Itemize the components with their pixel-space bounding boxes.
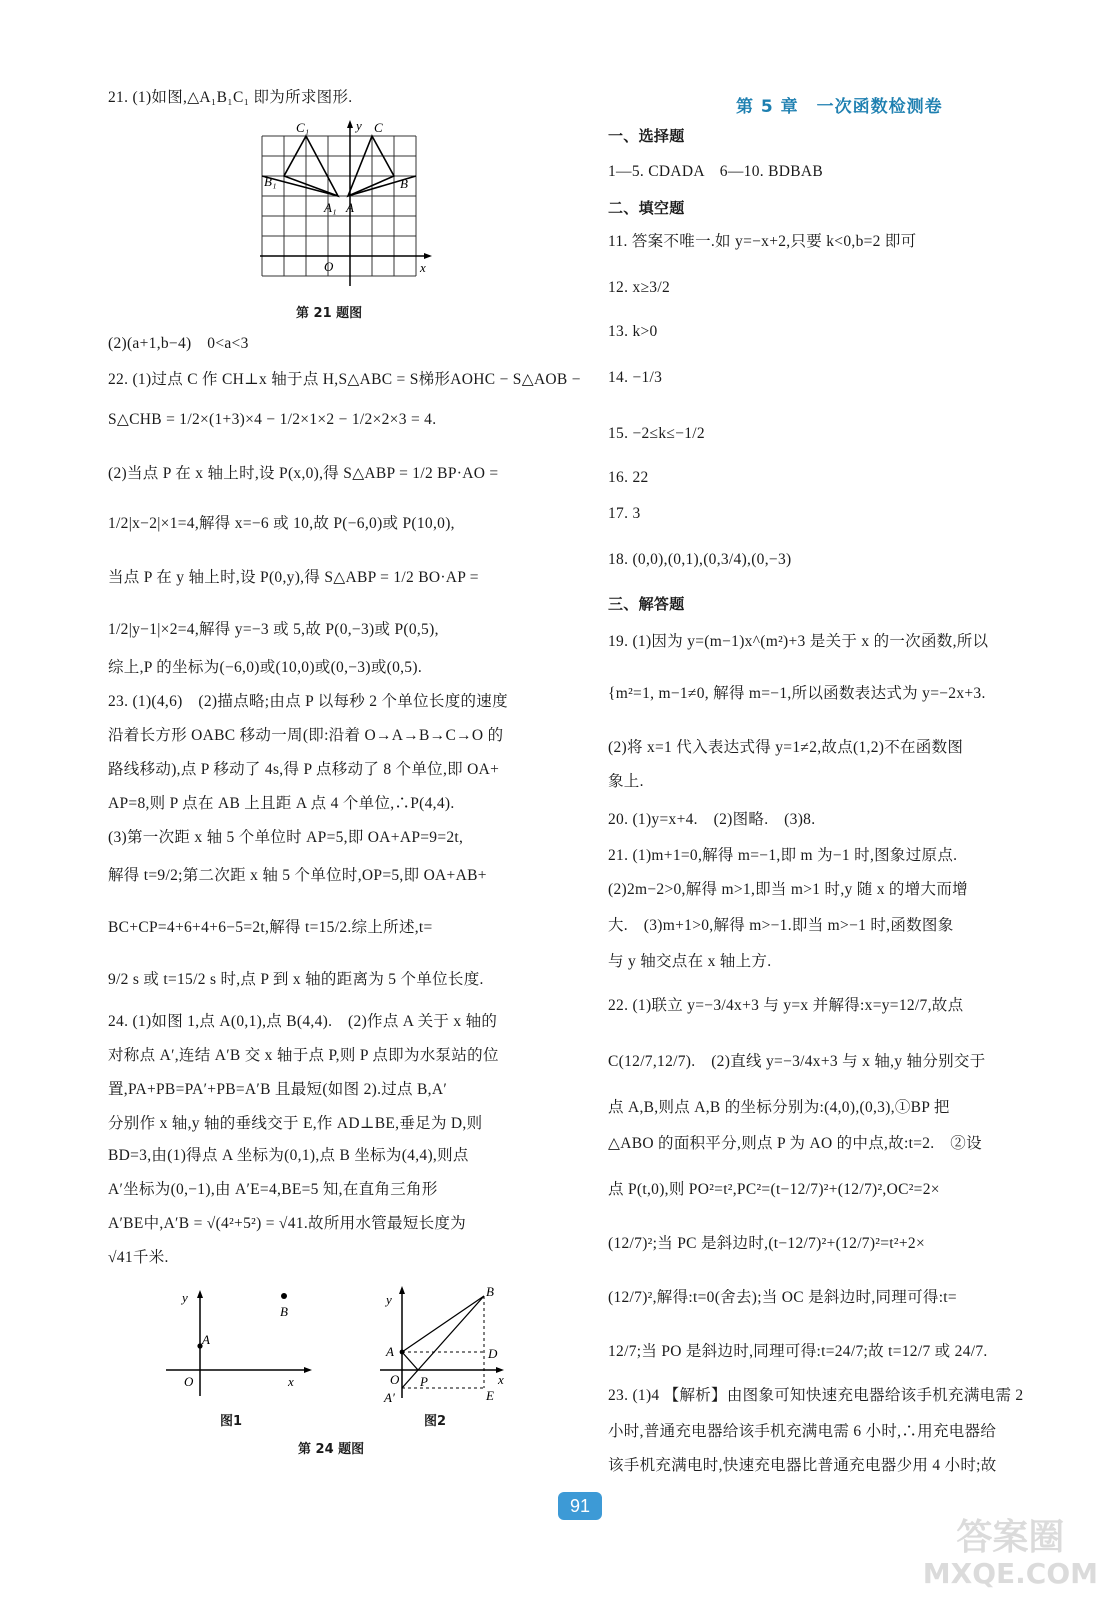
q22-line: (12/7)²,解得:t=0(舍去);当 OC 是斜边时,同理可得:t= <box>608 1289 957 1306</box>
q19-line: (2)将 x=1 代入表达式得 y=1≠2,故点(1,2)不在函数图 <box>608 739 964 756</box>
q21-line: (2)2m−2>0,解得 m>1,即当 m>1 时,y 随 x 的增大而增 <box>608 881 968 898</box>
label-a: A <box>346 200 354 215</box>
fill-answer: 12. x≥3/2 <box>608 279 671 296</box>
q22-line: 点 A,B,则点 A,B 的坐标分别为:(4,0),(0,3),①BP 把 <box>608 1099 950 1116</box>
q22-line: 12/7;当 PO 是斜边时,同理可得:t=24/7;故 t=12/7 或 24/7. <box>608 1343 988 1360</box>
q23-line: 23. (1)4 【解析】由图象可知快速充电器给该手机充满电需 2 <box>608 1387 1024 1404</box>
q22-line: △ABO 的面积平分,则点 P 为 AO 的中点,故:t=2. ②设 <box>608 1135 982 1152</box>
q23-line: AP=8,则 P 点在 AB 上且距 A 点 4 个单位,∴P(4,4). <box>108 795 455 812</box>
q24-line: BD=3,由(1)得点 A 坐标为(0,1),点 B 坐标为(4,4),则点 <box>108 1147 469 1164</box>
label-c: C <box>374 120 383 135</box>
q23-line: 路线移动),点 P 移动了 4s,得 P 点移动了 8 个单位,即 OA+ <box>108 761 500 778</box>
q24-line: 置,PA+PB=PA′+PB=A′B 且最短(如图 2).过点 B,A′ <box>108 1081 448 1098</box>
label-o: O <box>324 259 334 274</box>
label-x: x <box>288 1374 294 1389</box>
q23-line: 23. (1)(4,6) (2)描点略;由点 P 以每秒 2 个单位长度的速度 <box>108 693 508 710</box>
q21-line: 21. (1)m+1=0,解得 m=−1,即 m 为−1 时,图象过原点. <box>608 847 958 864</box>
fig24-2-caption: 图2 <box>424 1414 447 1429</box>
choice-answers: 1—5. CDADA 6—10. BDBAB <box>608 163 824 180</box>
section-heading: 一、选择题 <box>608 127 685 145</box>
q24-line: 24. (1)如图 1,点 A(0,1),点 B(4,4). (2)作点 A 关于 x 轴的 <box>108 1013 498 1030</box>
label-b1: B₁ <box>264 174 277 189</box>
label-a-prime: A′ <box>384 1390 395 1405</box>
q22-line: (12/7)²;当 PC 是斜边时,(t−12/7)²+(12/7)²=t²+2× <box>608 1235 925 1252</box>
q23-line: 解得 t=9/2;第二次距 x 轴 5 个单位时,OP=5,即 OA+AB+ <box>108 867 487 884</box>
label-y: y <box>356 118 362 133</box>
label-b: B <box>486 1284 494 1299</box>
figure-21 <box>256 116 436 296</box>
fig24-caption: 第 24 题图 <box>298 1442 365 1457</box>
q20-line: 20. (1)y=x+4. (2)图略. (3)8. <box>608 811 816 828</box>
watermark-logo <box>922 1517 1098 1592</box>
q21-line: 与 y 轴交点在 x 轴上方. <box>608 953 772 970</box>
q22-line: C(12/7,12/7). (2)直线 y=−3/4x+3 与 x 轴,y 轴分别交于 <box>608 1053 986 1070</box>
q19-line: {m²=1, m−1≠0, 解得 m=−1,所以函数表达式为 y=−2x+3. <box>608 685 986 702</box>
figure-24-2 <box>374 1276 514 1406</box>
q21-line: 大. (3)m+1>0,解得 m>−1.即当 m>−1 时,函数图象 <box>608 917 954 934</box>
q22-line: 22. (1)联立 y=−3/4x+3 与 y=x 并解得:x=y=12/7,故点 <box>608 997 964 1014</box>
q22-line: 点 P(t,0),则 PO²=t²,PC²=(t−12/7)²+(12/7)²,OC²=2× <box>608 1181 940 1198</box>
q24-line: 对称点 A′,连结 A′B 交 x 轴于点 P,则 P 点即为水泵站的位 <box>108 1047 499 1064</box>
label-p: P <box>420 1374 428 1389</box>
section-heading: 二、填空题 <box>608 199 685 217</box>
label-b: B <box>400 176 408 191</box>
watermark-bottom: MXQE.COM <box>922 1557 1098 1590</box>
fill-answer: 14. −1/3 <box>608 369 663 386</box>
q22-line: 22. (1)过点 C 作 CH⊥x 轴于点 H,S△ABC = S梯形AOHC − S△AOB − <box>108 371 581 388</box>
fill-answer: 15. −2≤k≤−1/2 <box>608 425 705 442</box>
q23-line: 该手机充满电时,快速充电器比普通充电器少用 4 小时;故 <box>608 1457 997 1474</box>
label-b: B <box>280 1304 288 1319</box>
fill-answer: 13. k>0 <box>608 323 658 340</box>
q22-line: 1/2|y−1|×2=4,解得 y=−3 或 5,故 P(0,−3)或 P(0,5), <box>108 621 439 638</box>
fill-answer: 16. 22 <box>608 469 649 486</box>
q22-line: 1/2|x−2|×1=4,解得 x=−6 或 10,故 P(−6,0)或 P(10,0), <box>108 515 455 532</box>
q22-line: S△CHB = 1/2×(1+3)×4 − 1/2×1×2 − 1/2×2×3 = 4. <box>108 411 437 428</box>
label-o: O <box>184 1374 194 1389</box>
q24-line: A′BE中,A′B = √(4²+5²) = √41.故所用水管最短长度为 <box>108 1215 467 1232</box>
q21-line1: 21. (1)如图,△A₁B₁C₁ 即为所求图形. <box>108 89 353 106</box>
watermark-top: 答案圈 <box>956 1517 1065 1558</box>
label-a: A <box>386 1344 394 1359</box>
section-heading: 三、解答题 <box>608 595 685 613</box>
label-a: A <box>202 1332 210 1347</box>
label-y: y <box>182 1290 188 1305</box>
q19-line: 19. (1)因为 y=(m−1)x^(m²)+3 是关于 x 的一次函数,所以 <box>608 633 989 650</box>
q21-line2: (2)(a+1,b−4) 0<a<3 <box>108 335 249 352</box>
q24-line: A′坐标为(0,−1),由 A′E=4,BE=5 知,在直角三角形 <box>108 1181 438 1198</box>
label-x: x <box>420 260 426 275</box>
label-a1: A₁ <box>324 200 337 215</box>
fig21-caption: 第 21 题图 <box>296 306 363 321</box>
fig24-1-caption: 图1 <box>220 1414 243 1429</box>
q22-line: (2)当点 P 在 x 轴上时,设 P(x,0),得 S△ABP = 1/2 BP·AO = <box>108 465 499 482</box>
page-number: 91 <box>558 1492 602 1520</box>
label-c1: C₁ <box>296 120 310 135</box>
label-x: x <box>498 1372 504 1387</box>
q23-line: 沿着长方形 OABC 移动一周(即:沿着 O→A→B→C→O 的 <box>108 727 504 744</box>
q23-line: 9/2 s 或 t=15/2 s 时,点 P 到 x 轴的距离为 5 个单位长度. <box>108 971 484 988</box>
q23-line: (3)第一次距 x 轴 5 个单位时 AP=5,即 OA+AP=9=2t, <box>108 829 464 846</box>
label-e: E <box>486 1388 494 1403</box>
fill-answer: 18. (0,0),(0,1),(0,3/4),(0,−3) <box>608 551 792 568</box>
fill-answer: 17. 3 <box>608 505 641 522</box>
label-d: D <box>488 1346 498 1361</box>
q19-line: 象上. <box>608 773 644 790</box>
q24-line: √41千米. <box>108 1249 169 1266</box>
label-o: O <box>390 1372 400 1387</box>
figure-24-1 <box>158 1286 318 1406</box>
fill-answer: 11. 答案不唯一.如 y=−x+2,只要 k<0,b=2 即可 <box>608 233 917 250</box>
q23-line: 小时,普通充电器给该手机充满电需 6 小时,∴用充电器给 <box>608 1423 997 1440</box>
label-y: y <box>386 1292 392 1307</box>
chapter-title: 第 5 章 一次函数检测卷 <box>736 97 943 117</box>
q23-line: BC+CP=4+6+4+6−5=2t,解得 t=15/2.综上所述,t= <box>108 919 433 936</box>
q22-line: 综上,P 的坐标为(−6,0)或(10,0)或(0,−3)或(0,5). <box>108 659 422 676</box>
q24-line: 分别作 x 轴,y 轴的垂线交于 E,作 AD⊥BE,垂足为 D,则 <box>108 1115 483 1132</box>
q22-line: 当点 P 在 y 轴上时,设 P(0,y),得 S△ABP = 1/2 BO·AP = <box>108 569 479 586</box>
